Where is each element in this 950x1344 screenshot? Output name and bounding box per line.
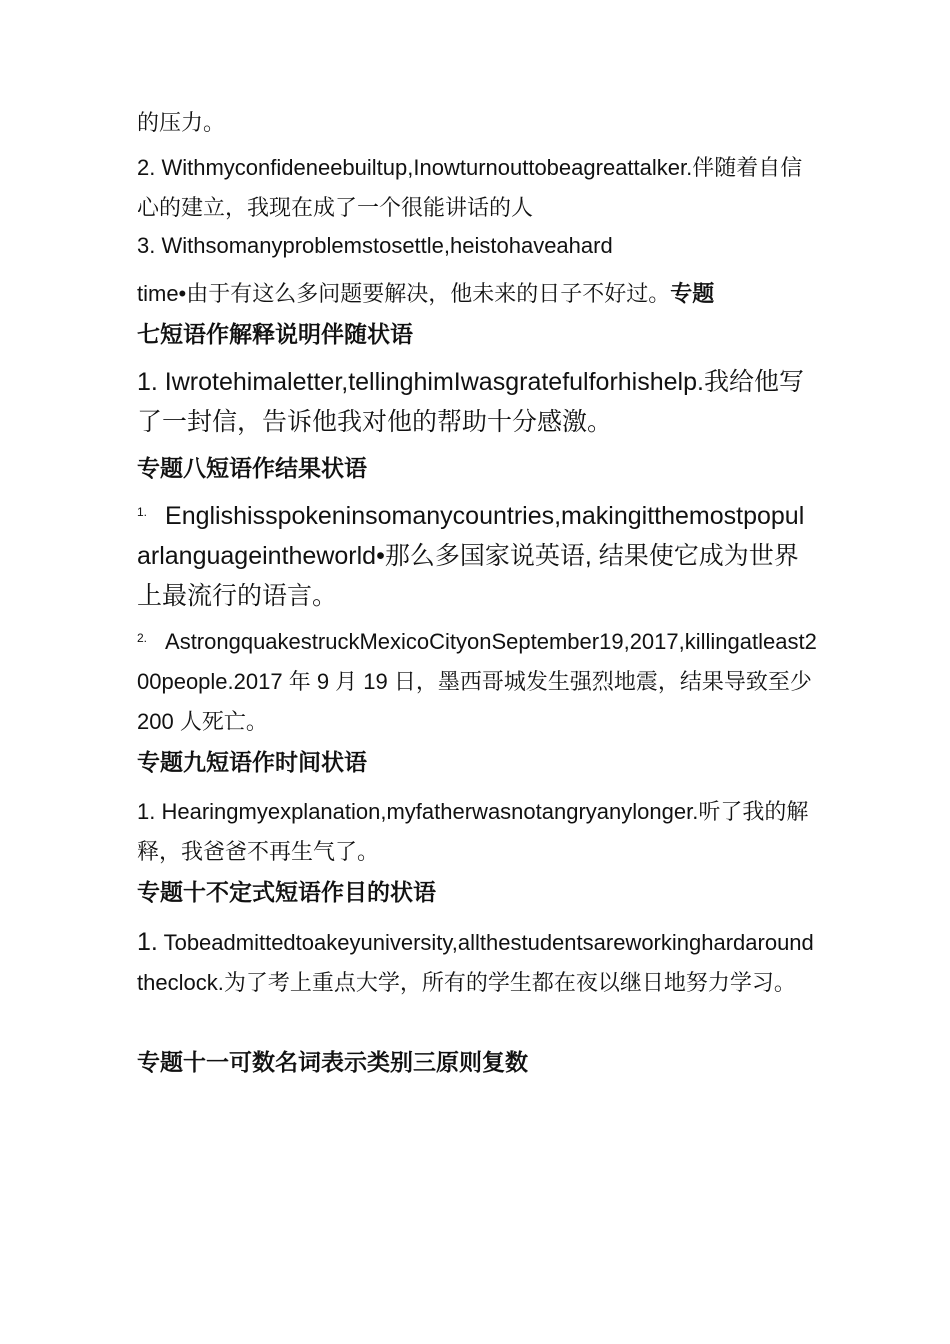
section-heading-7-start: 专题 bbox=[670, 281, 715, 306]
section-heading-10: 专题十不定式短语作目的状语 bbox=[137, 880, 436, 906]
item-number: 1. bbox=[137, 928, 158, 956]
section-heading-7: 七短语作解释说明伴随状语 bbox=[137, 322, 413, 348]
item-number: 1. bbox=[137, 505, 148, 519]
example-sentence-8-1 bbox=[137, 496, 817, 616]
sentence-text: time•由于有这么多问题要解决，他未来的日子不好过。 bbox=[137, 281, 671, 306]
text-line: 的压力。 bbox=[137, 111, 226, 136]
section-heading-8: 专题八短语作结果状语 bbox=[137, 456, 367, 482]
example-sentence-3-part1: 3. Withsomanyproblemstosettle,heistohaveahard bbox=[137, 233, 613, 258]
section-heading-11: 专题十一可数名词表示类别三原则复数 bbox=[137, 1050, 528, 1076]
section-heading-9: 专题九短语作时间状语 bbox=[137, 750, 367, 776]
sentence-text: Tobeadmittedtoakeyuniversity,allthestudentsareworkinghardaroundtheclock.为了考上重点大学，所有的学生都在夜以继日地努力学习。 bbox=[137, 930, 814, 995]
example-sentence-7-1: 1. Iwrotehimaletter,tellinghimIwasgratefulforhishelp.我给他写了一封信，告诉他我对他的帮助十分感激。 bbox=[137, 368, 804, 436]
example-sentence-3-part2 bbox=[137, 274, 817, 314]
item-number: 2. bbox=[137, 631, 148, 645]
sentence-text: AstrongquakestruckMexicoCityonSeptember19,2017,killingatleast200people.2017 年 9 月 19 日，墨西哥城发生强烈地震，结果导致至少 200 人死亡。 bbox=[137, 629, 817, 734]
example-sentence-9-1: 1. Hearingmyexplanation,myfatherwasnotangryanylonger.听了我的解释，我爸爸不再生气了。 bbox=[137, 799, 809, 864]
example-sentence-10-1 bbox=[137, 922, 817, 1003]
sentence-text: Englishisspokeninsomanycountries,makingitthemostpopularlanguageintheworld•那么多国家说英语, 结果使它成为世界上最流行的语言。 bbox=[137, 502, 805, 610]
example-sentence-8-2 bbox=[137, 622, 817, 742]
example-sentence-2: 2. Withmyconfideneebuiltup,Inowturnouttobeagreattalker.伴随着自信心的建立，我现在成了一个很能讲话的人 bbox=[137, 155, 803, 220]
